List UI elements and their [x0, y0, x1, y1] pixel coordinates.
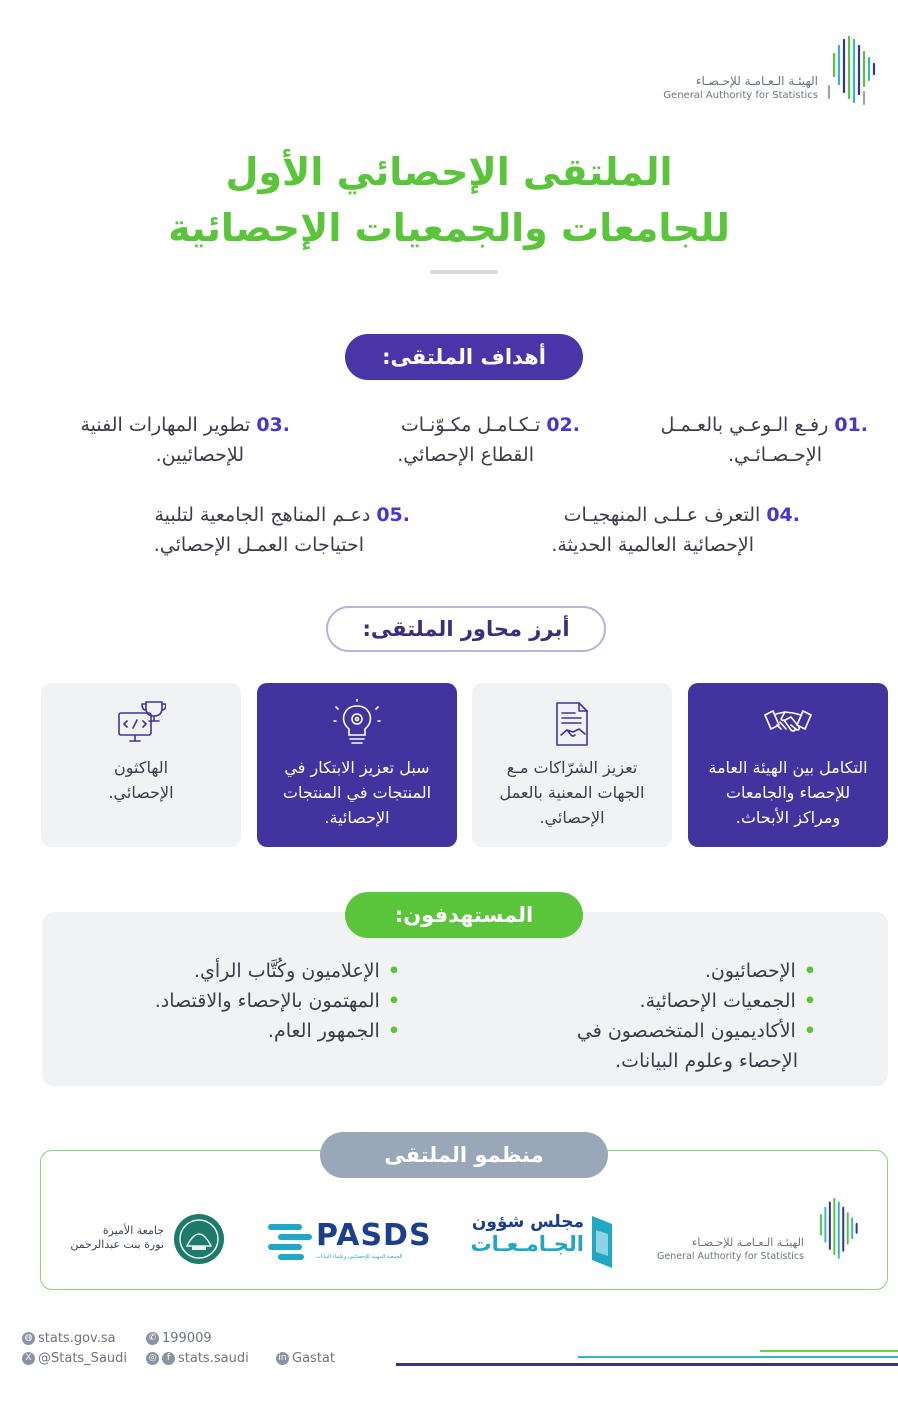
- axis-text: للإحصاء والجامعات: [725, 783, 851, 802]
- goal-number: .05: [376, 504, 410, 526]
- phone-icon: ✆: [146, 1332, 159, 1345]
- axis-text: ومراكز الأبحاث.: [735, 808, 841, 827]
- goal-number: .03: [256, 414, 290, 436]
- axes-heading: أبرز محاور الملتقى:: [326, 606, 606, 652]
- document-handshake-icon: [547, 699, 597, 749]
- targets-list-right: [456, 956, 816, 1076]
- goal-text: دعـم المناهج الجامعية لتلبية: [154, 504, 371, 526]
- goal-item-05: [70, 500, 410, 560]
- axis-card-innovation: [257, 683, 457, 847]
- pasds-name: PASDS: [316, 1218, 432, 1253]
- target-text: الجمهور العام.: [267, 1020, 380, 1042]
- footer-website-text: stats.gov.sa: [38, 1331, 116, 1346]
- goal-number: .04: [766, 504, 800, 526]
- axis-card-integration: [688, 683, 888, 847]
- list-item: •المهتمون بالإحصاء والاقتصاد.: [154, 990, 400, 1012]
- axis-card-hackathon: [41, 683, 241, 847]
- footer-website[interactable]: [22, 1331, 116, 1346]
- axis-text: التكامل بين الهيئة العامة: [708, 758, 868, 777]
- axis-text: المنتجات في المنتجات: [282, 783, 432, 802]
- footer-social-text: stats.saudi: [178, 1351, 249, 1366]
- goal-item-02: [320, 410, 580, 470]
- organizer-council-logo: [470, 1212, 614, 1270]
- x-icon: X: [22, 1352, 35, 1365]
- axis-text: الإحصائي.: [108, 783, 174, 802]
- axis-text: الهاكثون: [113, 758, 169, 777]
- pnu-name-line2: نورة بنت عبدالرحمن: [70, 1238, 164, 1251]
- goal-text: التعرف عـلـى المنهجيـات: [563, 504, 761, 526]
- goal-item-04: [470, 500, 800, 560]
- gastat-logo-mark-icon: [824, 36, 880, 108]
- footer-social[interactable]: [146, 1351, 249, 1366]
- goal-item-03: [20, 410, 290, 470]
- pnu-name-line1: جامعة الأميرة: [102, 1224, 164, 1237]
- page-title-line2: للجامعات والجمعيات الإحصائية: [168, 206, 730, 250]
- council-mark-icon: [590, 1216, 614, 1268]
- pasds-mark-icon: [268, 1222, 312, 1262]
- council-name-line2: الجـامـعـات: [470, 1232, 584, 1256]
- pasds-subtitle: الجمعية المهنية للإحصائيين وعلماء البيانات: [316, 1254, 403, 1260]
- footer-accent-line-purple: [396, 1363, 898, 1366]
- targets-heading: المستهدفون:: [345, 892, 583, 938]
- footer-twitter-text: @Stats_Saudi: [38, 1351, 128, 1366]
- instagram-icon: ◎: [146, 1352, 159, 1365]
- globe-icon: ◍: [22, 1332, 35, 1345]
- organizer-pnu-logo: [68, 1212, 228, 1268]
- organizers-heading: منظمو الملتقى: [320, 1132, 608, 1178]
- page-title-line1: الملتقى الإحصائي الأول: [225, 150, 673, 194]
- footer-phone[interactable]: [146, 1331, 212, 1346]
- title-divider: [430, 270, 498, 274]
- axis-text: تعزيز الشرّاكات مـع: [506, 758, 638, 777]
- goal-number: .01: [834, 414, 868, 436]
- goal-text: القطاع الإحصائي.: [397, 444, 534, 466]
- linkedin-icon: in: [276, 1352, 289, 1365]
- pnu-emblem-icon: [172, 1212, 226, 1266]
- lightbulb-gear-icon: [332, 699, 382, 749]
- authority-name-en: General Authority for Statistics: [663, 90, 818, 101]
- footer-linkedin[interactable]: [276, 1351, 335, 1366]
- targets-list-left: [100, 956, 400, 1046]
- gastat-logo-mark-icon: [812, 1198, 862, 1264]
- target-text: الجمعيات الإحصائية.: [639, 990, 796, 1012]
- goal-text: للإحصائيين.: [155, 444, 244, 466]
- organizer-pasds-logo: [268, 1218, 438, 1268]
- target-text: المهتمون بالإحصاء والاقتصاد.: [154, 990, 380, 1012]
- trophy-computer-icon: [116, 699, 166, 749]
- footer-accent-line-green: [760, 1350, 898, 1352]
- list-item: •الإحصائيون.: [704, 960, 816, 982]
- facebook-icon: f: [162, 1352, 175, 1365]
- footer-phone-text: 199009: [162, 1331, 212, 1346]
- goal-text: الإحـصـائـي.: [728, 444, 822, 466]
- organizer-gastat-en: General Authority for Statistics: [657, 1251, 804, 1262]
- footer-linkedin-text: Gastat: [292, 1351, 335, 1366]
- target-text: الإحصائيون.: [704, 960, 796, 982]
- goal-text: تـكـامـل مكـوّنـات: [400, 414, 541, 436]
- footer-accent-line-teal: [578, 1356, 898, 1358]
- goal-text: رفـع الـوعـي بالعـمـل: [660, 414, 829, 436]
- axis-card-partnerships: [472, 683, 672, 847]
- target-text: الإحصاء وعلوم البيانات.: [615, 1050, 798, 1072]
- authority-name-ar: الهيئـة الـعـامـة للإحـصـاء: [695, 74, 818, 88]
- list-item: •الإعلاميون وكُتَّاب الرأي.: [193, 960, 400, 982]
- axis-text: الجهات المعنية بالعمل: [499, 783, 645, 802]
- list-item: •الجمعيات الإحصائية.: [639, 990, 816, 1012]
- list-item: •الأكاديميون المتخصصون في: [576, 1020, 816, 1042]
- target-text: الإعلاميون وكُتَّاب الرأي.: [193, 960, 380, 982]
- footer-twitter[interactable]: [22, 1351, 127, 1366]
- organizer-gastat-logo: [650, 1198, 862, 1268]
- organizer-gastat-ar: الهيئـة الـعـامـة للإحـصـاء: [692, 1236, 804, 1249]
- gastat-logo: [654, 36, 884, 108]
- handshake-icon: [763, 699, 813, 749]
- list-item: [456, 1046, 798, 1076]
- target-text: الأكاديميون المتخصصون في: [576, 1020, 796, 1042]
- council-name-line1: مجلس شؤون: [471, 1212, 584, 1232]
- goal-text: الإحصائية العالمية الحديثة.: [551, 534, 754, 556]
- goal-text: تطوير المهارات الفنية: [80, 414, 251, 436]
- axis-text: الإحصائية.: [324, 808, 390, 827]
- goal-item-01: [608, 410, 868, 470]
- goal-number: .02: [546, 414, 580, 436]
- goal-text: احتياجات العمـل الإحصائي.: [153, 534, 364, 556]
- list-item: •الجمهور العام.: [267, 1020, 400, 1042]
- axis-text: سبل تعزيز الابتكار في: [284, 758, 430, 777]
- goals-heading: أهداف الملتقى:: [345, 334, 583, 380]
- axis-text: الإحصائي.: [539, 808, 605, 827]
